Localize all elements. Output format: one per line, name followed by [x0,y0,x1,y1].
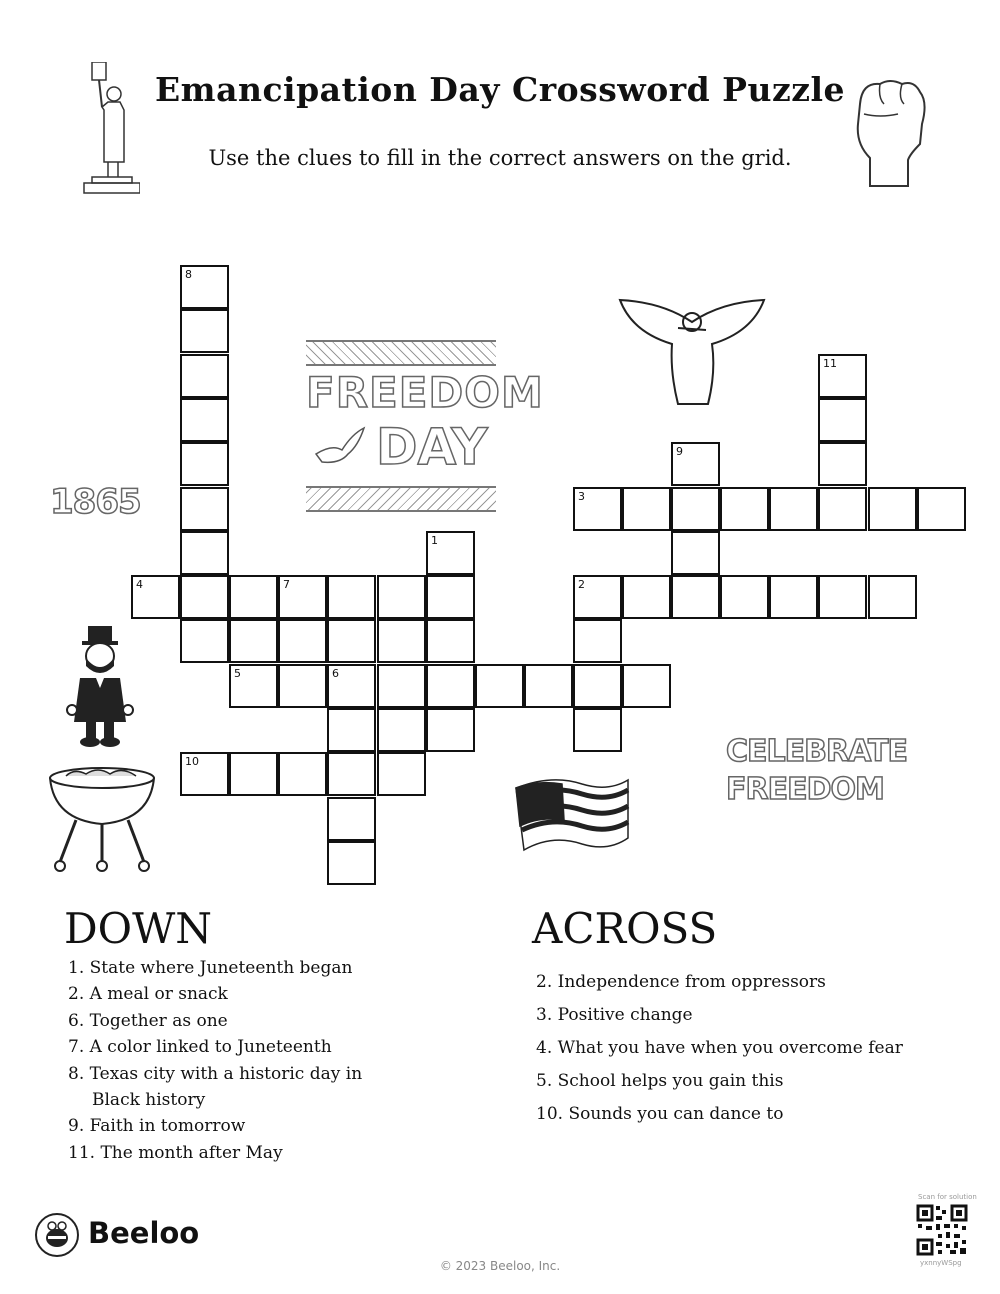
crossword-cell[interactable] [377,664,426,708]
crossword-cell[interactable] [720,575,769,619]
crossword-cell[interactable] [278,752,327,796]
crossword-cell[interactable] [327,841,376,885]
clue-number: 2 [578,578,585,591]
crossword-cell[interactable] [229,752,278,796]
crossword-cell[interactable] [180,752,229,796]
crossword-cell[interactable] [573,575,622,619]
down-clue: 6. Together as one [68,1011,228,1031]
across-heading: ACROSS [532,904,718,953]
qr-caption: Scan for solution [918,1193,977,1201]
across-clue: 10. Sounds you can dance to [536,1104,784,1124]
crossword-cell[interactable] [671,442,720,486]
copyright-text: © 2023 Beeloo, Inc. [439,1259,561,1273]
crossword-cell[interactable] [573,487,622,531]
crossword-cell[interactable] [573,708,622,752]
down-clue: 8. Texas city with a historic day in [68,1064,363,1084]
qr-code-icon[interactable] [916,1204,968,1256]
crossword-cell[interactable] [426,664,475,708]
crossword-cell[interactable] [769,575,818,619]
down-clue: 11. The month after May [68,1143,283,1163]
crossword-cell[interactable] [278,664,327,708]
grill-illustration [46,762,158,874]
celebrate-text: CELEBRATE [726,734,907,769]
across-clue: 4. What you have when you overcome fear [536,1038,903,1058]
dove-illustration [612,292,772,412]
crossword-cell[interactable] [818,575,867,619]
dove-small-icon [312,424,368,470]
clue-number: 6 [332,667,339,680]
crossword-cell[interactable] [229,575,278,619]
crossword-cell[interactable] [180,575,229,619]
freedom-text: FREEDOM [726,772,884,807]
crossword-cell[interactable] [524,664,573,708]
raised-fist-illustration [850,74,930,188]
page-title: Emancipation Day Crossword Puzzle [155,70,845,109]
crossword-cell[interactable] [180,487,229,531]
lincoln-illustration [66,626,134,748]
crossword-cell[interactable] [327,708,376,752]
qr-code-label: yxnnyWSpg [920,1259,962,1267]
crossword-cell[interactable] [180,442,229,486]
crossword-cell[interactable] [180,531,229,575]
freedom-day-text-bottom: DAY [376,418,488,476]
across-clue: 5. School helps you gain this [536,1071,784,1091]
clue-number: 9 [676,445,683,458]
crossword-cell[interactable] [229,664,278,708]
crossword-cell[interactable] [377,619,426,663]
down-clue: Black history [92,1090,206,1110]
crossword-cell[interactable] [868,575,917,619]
crossword-cell[interactable] [818,442,867,486]
crossword-cell[interactable] [769,487,818,531]
american-flag-illustration [512,774,632,866]
crossword-cell[interactable] [180,398,229,442]
crossword-cell[interactable] [426,708,475,752]
clue-number: 10 [185,755,199,768]
down-clue: 1. State where Juneteenth began [68,958,353,978]
crossword-cell[interactable] [180,309,229,353]
down-clue: 7. A color linked to Juneteenth [68,1037,332,1057]
brand-name: Beeloo [88,1216,200,1250]
clue-number: 8 [185,268,192,281]
crossword-cell[interactable] [671,531,720,575]
clue-number: 3 [578,490,585,503]
crossword-cell[interactable] [278,619,327,663]
across-clue: 3. Positive change [536,1005,693,1025]
crossword-cell[interactable] [377,752,426,796]
clue-number: 1 [431,534,438,547]
clue-number: 4 [136,578,143,591]
crossword-cell[interactable] [720,487,769,531]
crossword-cell[interactable] [180,619,229,663]
crossword-cell[interactable] [868,487,917,531]
freedom-day-badge [306,340,544,512]
crossword-cell[interactable] [180,265,229,309]
crossword-cell[interactable] [426,531,475,575]
crossword-cell[interactable] [573,664,622,708]
crossword-cell[interactable] [131,575,180,619]
crossword-cell[interactable] [622,664,671,708]
crossword-cell[interactable] [377,575,426,619]
down-heading: DOWN [64,904,213,953]
crossword-cell[interactable] [327,619,376,663]
crossword-cell[interactable] [671,487,720,531]
statue-illustration [78,62,140,196]
crossword-cell[interactable] [818,354,867,398]
crossword-cell[interactable] [671,575,720,619]
down-clue: 2. A meal or snack [68,984,228,1004]
crossword-cell[interactable] [180,354,229,398]
page-subtitle: Use the clues to fill in the correct answers on the grid. [208,146,792,170]
crossword-cell[interactable] [426,575,475,619]
crossword-cell[interactable] [818,398,867,442]
crossword-cell[interactable] [622,575,671,619]
crossword-cell[interactable] [278,575,327,619]
crossword-cell[interactable] [573,619,622,663]
crossword-cell[interactable] [818,487,867,531]
down-clue: 9. Faith in tomorrow [68,1116,246,1136]
crossword-cell[interactable] [229,619,278,663]
crossword-cell[interactable] [327,664,376,708]
crossword-cell[interactable] [426,619,475,663]
clue-number: 11 [823,357,837,370]
year-1865-text: 1865 [50,482,141,522]
crossword-cell[interactable] [622,487,671,531]
crossword-cell[interactable] [377,708,426,752]
crossword-cell[interactable] [327,797,376,841]
across-clue: 2. Independence from oppressors [536,972,826,992]
crossword-cell[interactable] [917,487,966,531]
freedom-day-text-top: FREEDOM [306,368,544,417]
beeloo-logo-icon [34,1212,80,1258]
crossword-cell[interactable] [475,664,524,708]
clue-number: 7 [283,578,290,591]
clue-number: 5 [234,667,241,680]
crossword-cell[interactable] [327,575,376,619]
crossword-cell[interactable] [327,752,376,796]
